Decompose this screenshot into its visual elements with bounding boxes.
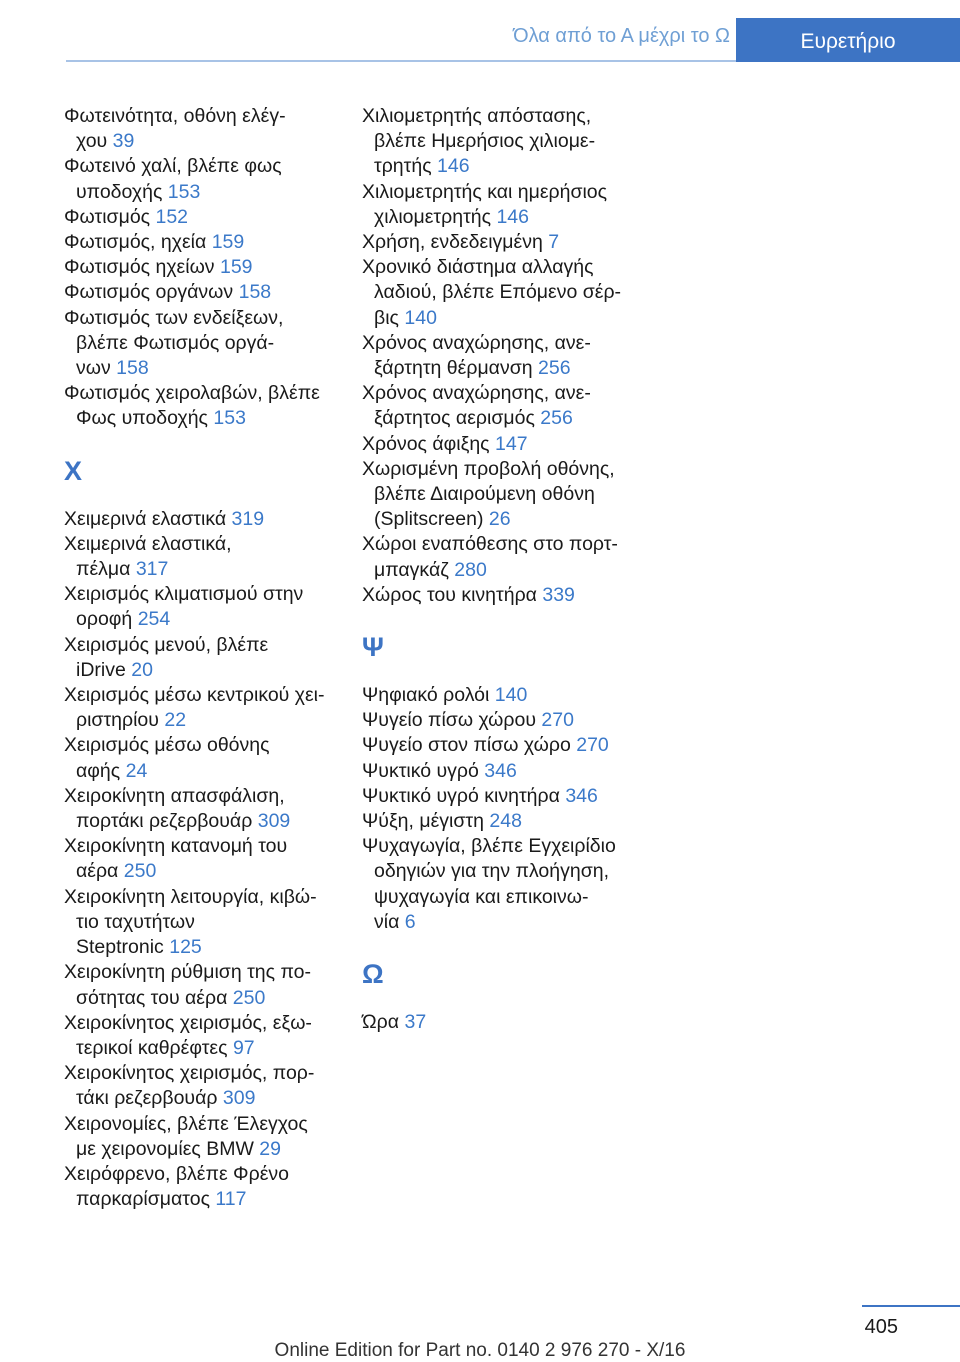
index-entry (362, 331, 652, 381)
entry-text: Φωτεινό χαλί, βλέπε φως (64, 155, 282, 178)
entry-text: Ψυγείο πίσω χώρου (362, 709, 536, 732)
index-entry (64, 532, 344, 582)
entry-text: Φως υποδοχής (76, 407, 208, 430)
index-entry (64, 960, 344, 1010)
entry-text: Ψυγείο στον πίσω χώρο (362, 734, 571, 757)
entry-text: υποδοχής (76, 180, 163, 203)
entry-text: οδηγιών για την πλοήγηση, (374, 860, 609, 883)
chapter-title: Όλα από το Α μέχρι το Ω (513, 25, 730, 47)
entry-text: Χειρονομίες, βλέπε Έλεγχος (64, 1112, 308, 1135)
entry-text: Χειμερινά ελαστικά, (64, 532, 232, 555)
entry-text: τάκι ρεζερβουάρ (76, 1087, 218, 1110)
entry-text: Ψηφιακό ρολόι (362, 684, 490, 707)
index-entry (362, 834, 652, 935)
index-entry (362, 784, 652, 809)
page-reference-link[interactable]: 256 (538, 357, 571, 380)
page-reference-link[interactable]: 6 (404, 910, 416, 933)
index-entry (64, 784, 344, 834)
entry-text: Χειροκίνητος χειρισμός, πορ- (64, 1062, 315, 1085)
index-entry (362, 457, 652, 533)
index-entry (64, 230, 344, 255)
entry-text: μπαγκάζ (374, 558, 449, 581)
entry-text: νία (374, 910, 400, 933)
page-reference-link[interactable]: 140 (494, 684, 528, 707)
page-reference-link[interactable]: 270 (576, 734, 609, 757)
entry-text: Φωτισμός (64, 205, 151, 228)
page-reference-link[interactable]: 147 (495, 432, 528, 455)
section-letter: Ω (362, 959, 384, 990)
entry-text: Ψυκτικό υγρό κινητήρα (362, 784, 560, 807)
page-reference-link[interactable]: 152 (155, 205, 189, 228)
entry-text: Χρόνος αναχώρησης, ανε- (362, 382, 591, 405)
page-reference-link[interactable]: 346 (565, 784, 598, 807)
page-header (0, 0, 960, 62)
entry-text: Χιλιομετρητής απόστασης, (362, 105, 592, 127)
entry-text: βλέπε Ημερήσιος χιλιομε- (374, 130, 596, 153)
page-reference-link[interactable]: 256 (540, 407, 573, 430)
index-entry (64, 1011, 344, 1061)
page-reference-link[interactable]: 159 (219, 256, 253, 279)
entry-text: τιο ταχυτήτων (76, 910, 195, 933)
entry-text: Χώροι εναπόθεσης στο πορτ- (362, 533, 618, 556)
entry-text: Χρήση, ενδεδειγμένη (362, 231, 543, 254)
page-reference-link[interactable]: 317 (135, 558, 169, 581)
page-reference-link[interactable]: 309 (222, 1087, 256, 1110)
index-entry (64, 885, 344, 961)
index-entry (64, 280, 344, 305)
entry-text: αέρα (76, 860, 119, 883)
page-reference-link[interactable]: 153 (167, 180, 201, 203)
page-reference-link[interactable]: 319 (231, 507, 265, 530)
entry-text: Χώρος του κινητήρα (362, 583, 537, 606)
page-reference-link[interactable]: 159 (211, 231, 245, 254)
entry-text: iDrive (76, 658, 126, 681)
entry-text: Χιλιομετρητής και ημερήσιος (362, 180, 608, 203)
page-reference-link[interactable]: 250 (232, 986, 266, 1009)
index-entry (64, 633, 344, 683)
entry-text: βλέπε Διαιρούμενη οθόνη (374, 483, 595, 506)
page-reference-link[interactable]: 24 (125, 759, 148, 782)
section-tab: Ευρετήριο (736, 18, 960, 62)
entry-text: Χρόνος αναχώρησης, ανε- (362, 331, 591, 354)
entry-text: Φωτισμός των ενδείξεων, (64, 306, 284, 329)
entry-text: ψυχαγωγία και επικοινω- (374, 885, 589, 908)
entry-text: βλέπε Φωτισμός οργά- (76, 331, 275, 354)
entry-text: τερικοί καθρέφτες (76, 1036, 228, 1059)
entry-text: Χρόνος άφιξης (362, 432, 490, 455)
entry-text: Φωτισμός οργάνων (64, 281, 234, 304)
index-entry (64, 306, 344, 382)
entry-text: Χειμερινά ελαστικά (64, 507, 227, 530)
entry-text: Ψυχαγωγία, βλέπε Εγχειρίδιο (362, 835, 616, 858)
entry-text: Χρονικό διάστημα αλλαγής (362, 256, 594, 279)
page-reference-link[interactable]: 26 (488, 508, 511, 531)
entry-text: αφής (76, 759, 121, 782)
index-entry (362, 1010, 652, 1035)
page-reference-link[interactable]: 153 (213, 407, 246, 430)
page-number: 405 (864, 1316, 898, 1338)
index-column-right (362, 104, 652, 1035)
entry-text: χου (76, 130, 108, 153)
page-reference-link[interactable]: 280 (454, 558, 487, 581)
index-entry (362, 708, 652, 733)
index-entry (64, 683, 344, 733)
page-reference-link[interactable]: 29 (259, 1137, 281, 1160)
entry-text: ριστηρίου (76, 709, 159, 732)
footer-edition: Online Edition for Part no. 0140 2 976 270 - X/16 (274, 1340, 686, 1361)
entry-text: Χειρισμός κλιματισμού στην (64, 583, 304, 606)
entry-text: Χειρισμός μέσω οθόνης (64, 734, 270, 757)
page-reference-link[interactable]: 146 (496, 205, 529, 228)
entry-text: Χειροκίνητη κατανομή του (64, 835, 288, 858)
entry-text: παρκαρίσματος (76, 1188, 210, 1211)
index-column-left (64, 104, 344, 1212)
entry-text: Ψύξη, μέγιστη (362, 810, 484, 833)
page-reference-link[interactable]: 20 (131, 658, 153, 681)
entry-text: με χειρονομίες BMW (76, 1137, 254, 1160)
index-entry (64, 255, 344, 280)
entry-text: (Splitscreen) (374, 508, 484, 531)
page-reference-link[interactable]: 125 (169, 936, 202, 959)
index-entry (64, 1162, 344, 1212)
page-reference-link[interactable]: 39 (112, 130, 135, 153)
page-number-rule (862, 1305, 960, 1307)
page-reference-link[interactable]: 37 (404, 1011, 427, 1034)
entry-text: Ψυκτικό υγρό (362, 759, 479, 782)
index-entry (64, 507, 344, 532)
entry-text: λαδιού, βλέπε Επόμενο σέρ- (374, 281, 622, 304)
section-letter: Ψ (362, 632, 384, 663)
entry-text: Steptronic (76, 936, 164, 959)
page-reference-link[interactable]: 250 (123, 860, 157, 883)
entry-text: Χειροκίνητη ρύθμιση της πο- (64, 961, 311, 984)
entry-text: σότητας του αέρα (76, 986, 228, 1009)
page-reference-link[interactable]: 248 (489, 810, 522, 833)
index-entry (362, 180, 652, 230)
index-entry (362, 733, 652, 758)
page-reference-link[interactable]: 22 (164, 709, 187, 732)
section-letter: Χ (64, 455, 83, 486)
entry-text: Χειρόφρενο, βλέπε Φρένο (64, 1162, 289, 1185)
entry-text: ξάρτητος αερισμός (374, 407, 535, 430)
page-reference-link[interactable]: 158 (238, 281, 272, 304)
index-entry (64, 205, 344, 230)
page-reference-link[interactable]: 254 (137, 608, 171, 631)
index-entry (64, 1112, 344, 1162)
page-reference-link[interactable]: 117 (215, 1188, 247, 1211)
page-reference-link[interactable]: 146 (437, 155, 470, 178)
entry-text: Χειρισμός μενού, βλέπε (64, 633, 269, 656)
entry-text: τρητής (374, 155, 432, 178)
entry-text: Φωτεινότητα, οθόνη ελέγ- (64, 105, 286, 127)
page-reference-link[interactable]: 270 (541, 709, 574, 732)
index-entry (362, 230, 652, 255)
index-entry (362, 255, 652, 331)
entry-text: Ώρα (362, 1011, 400, 1034)
entry-text: ξάρτητη θέρμανση (374, 357, 533, 380)
header-rule (66, 60, 736, 62)
index-entry (64, 154, 344, 204)
page-reference-link[interactable]: 97 (232, 1036, 255, 1059)
entry-text: Χωρισμένη προβολή οθόνης, (362, 457, 615, 480)
index-entry (362, 432, 652, 457)
page-reference-link[interactable]: 7 (548, 231, 560, 254)
index-entry (64, 1061, 344, 1111)
index-entry (64, 582, 344, 632)
index-entry (362, 683, 652, 708)
page-reference-link[interactable]: 346 (484, 759, 517, 782)
entry-text: νων (76, 357, 111, 380)
page-reference-link[interactable]: 140 (404, 306, 437, 329)
entry-text: Φωτισμός, ηχεία (64, 231, 207, 254)
index-entry (64, 733, 344, 783)
entry-text: χιλιομετρητής (374, 205, 492, 228)
entry-text: Χειροκίνητη λειτουργία, κιβώ- (64, 885, 317, 908)
page-reference-link[interactable]: 158 (116, 357, 149, 380)
entry-text: Φωτισμός χειρολαβών, βλέπε (64, 382, 320, 405)
page-reference-link[interactable]: 339 (542, 583, 575, 606)
entry-text: Χειροκίνητη απασφάλιση, (64, 784, 285, 807)
index-entry (362, 759, 652, 784)
entry-text: βις (374, 306, 399, 329)
index-entry (64, 381, 344, 431)
entry-text: πορτάκι ρεζερβουάρ (76, 810, 253, 833)
index-entry (362, 104, 652, 180)
index-entry (64, 104, 344, 154)
index-entry (362, 532, 652, 582)
index-entry (362, 583, 652, 608)
index-entry (362, 381, 652, 431)
entry-text: Χειρισμός μέσω κεντρικού χει- (64, 684, 325, 707)
footer (0, 1340, 960, 1362)
entry-text: οροφή (76, 608, 133, 631)
index-entry (362, 809, 652, 834)
entry-text: πέλμα (76, 558, 131, 581)
page-reference-link[interactable]: 309 (257, 810, 291, 833)
entry-text: Φωτισμός ηχείων (64, 256, 215, 279)
entry-text: Χειροκίνητος χειρισμός, εξω- (64, 1011, 312, 1034)
index-entry (64, 834, 344, 884)
